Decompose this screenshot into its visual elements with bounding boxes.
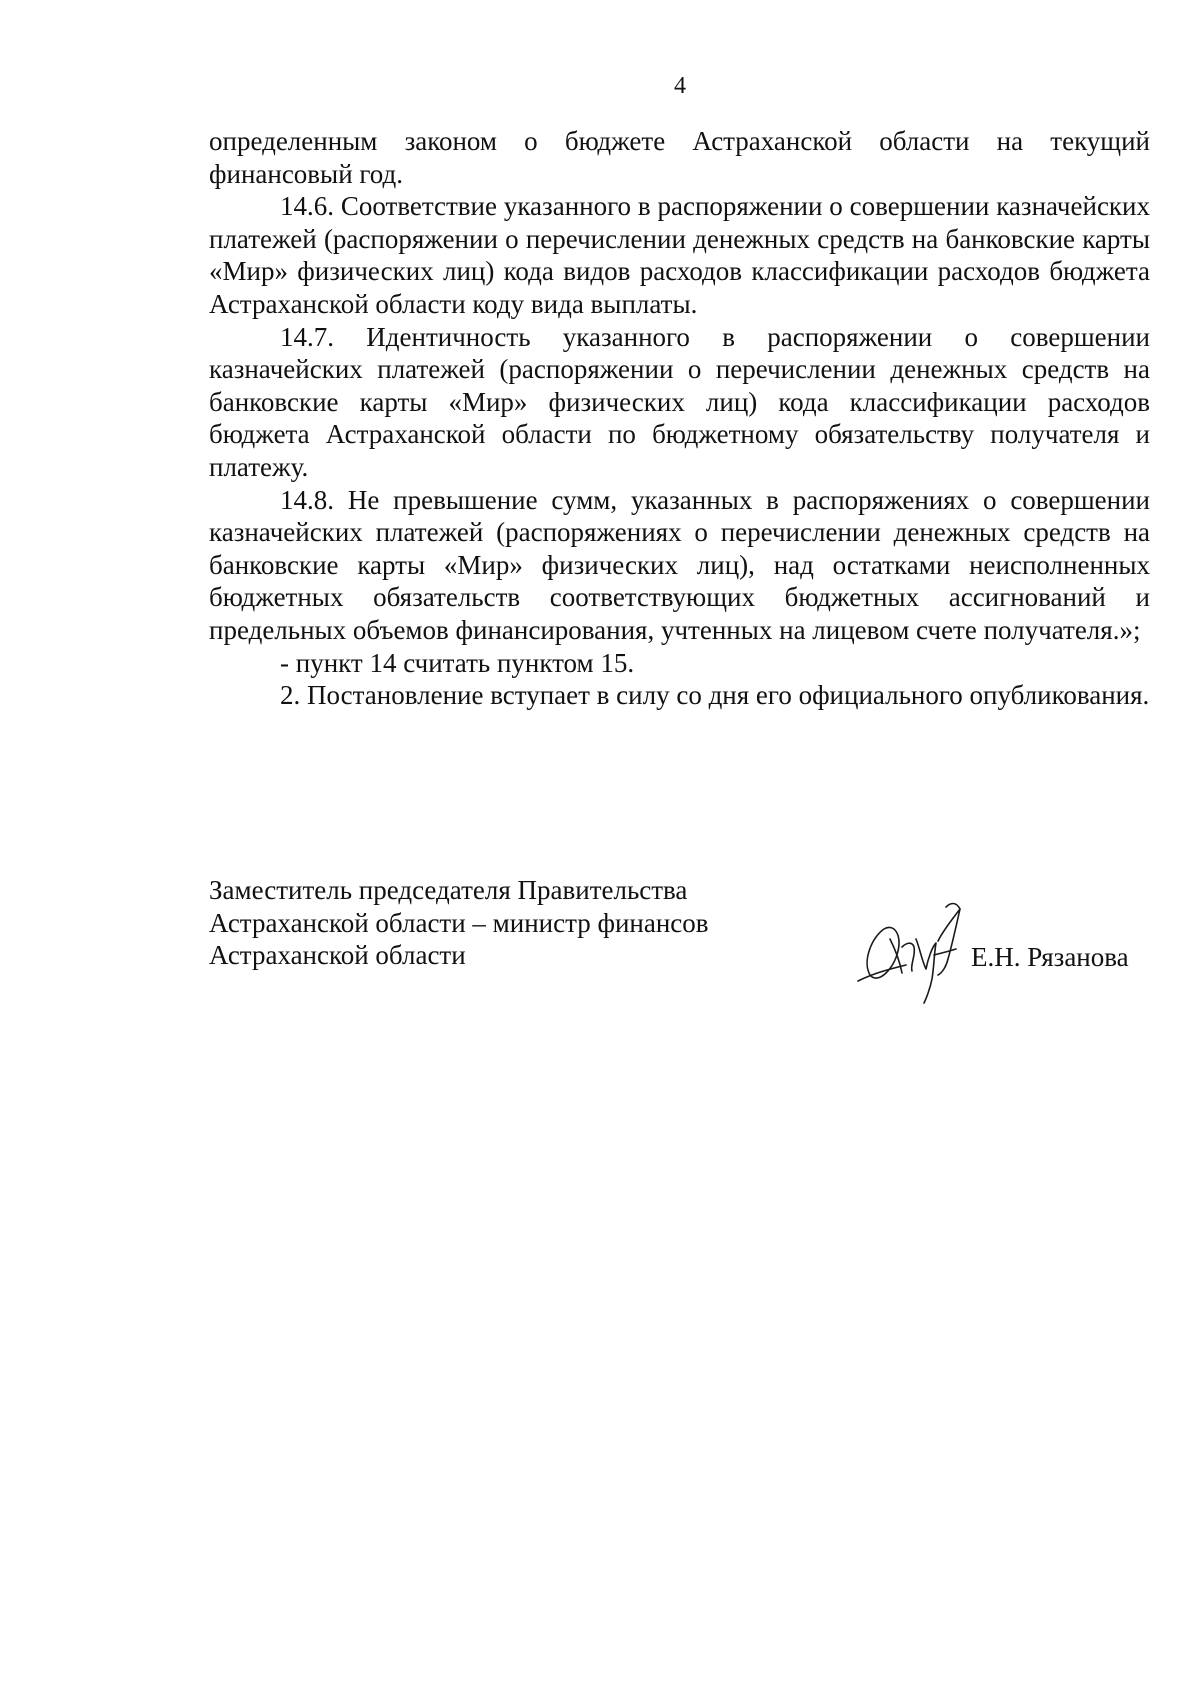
document-body — [209, 125, 1150, 712]
signer-title-line: Астраханской области – министр финансов — [209, 907, 709, 938]
paragraph-14-8: 14.8. Не превышение сумм, указанных в распоряжениях о совершении казначейских платежей (распоряжениях о перечислении денежных средств на банковские карты «Мир» физических лиц), над остатками неисполненных бюджетных обязательств соответствующих бюджетных ассигнований и предельных объемов финансирования, учтенных на лицевом счете получателя.»; — [209, 484, 1150, 645]
signer-title-line: Заместитель председателя Правительства — [209, 875, 688, 905]
paragraph-renumber: - пункт 14 считать пунктом 15. — [280, 647, 635, 678]
signer-title — [209, 874, 829, 972]
signer-title-line: Астраханской области — [209, 940, 466, 971]
paragraph-14-6: 14.6. Соответствие указанного в распоряжении о совершении казначейских платежей (распоряжении о перечислении денежных средств на банковские карты «Мир» физических лиц) кода видов расходов классификации расходов бюджета Астраханской области коду вида выплаты. — [209, 191, 1150, 319]
handwritten-signature-icon — [854, 899, 984, 1004]
signer-name: Е.Н. Рязанова — [971, 942, 1129, 972]
paragraph-effective-date: 2. Постановление вступает в силу со дня его официального опубликования. — [280, 680, 1150, 711]
signature-block — [209, 874, 1150, 1004]
paragraph-14-7: 14.7. Идентичность указанного в распоряжении о совершении казначейских платежей (распоряжении о перечислении денежных средств на банковские карты «Мир» физических лиц) кода классификации расходов бюджета Астраханской области по бюджетному обязательству получателя и платежу. — [209, 321, 1150, 482]
paragraph-continuation: определенным законом о бюджете Астраханской области на текущий финансовый год. — [209, 126, 1150, 189]
page-number: 4 — [674, 73, 686, 99]
